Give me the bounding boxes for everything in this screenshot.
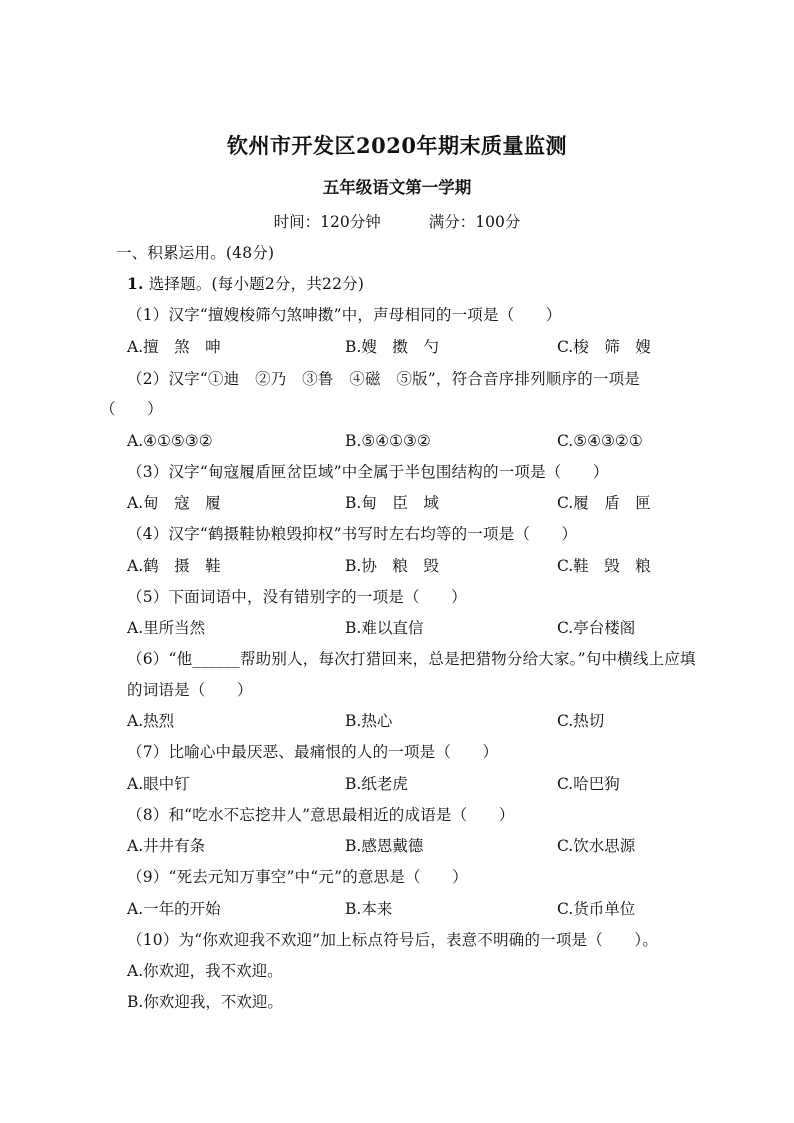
option-a: A.眼中钉 <box>127 775 190 793</box>
section-heading: 一、积累运用。(48分) <box>116 244 275 262</box>
question-stem: （6）“他______帮助别人，每次打猎回来，总是把猎物分给大家。”句中横线上应填 <box>127 650 696 668</box>
option-a: A.鹤 摄 鞋 <box>127 557 221 575</box>
exam-subtitle: 五年级语文第一学期 <box>322 178 472 197</box>
question-stem-continued: （ ） <box>100 400 163 418</box>
question-stem-continued: 的词语是（ ） <box>127 681 253 699</box>
option-b: B.难以直信 <box>345 619 424 637</box>
option-c: C.鞋 毁 粮 <box>557 557 651 575</box>
exam-title: 钦州市开发区2020年期末质量监测 <box>227 133 567 158</box>
question-stem: （9）“死去元知万事空”中“元”的意思是（ ） <box>127 868 468 886</box>
option-a: A.里所当然 <box>127 619 206 637</box>
option-c: C.哈巴狗 <box>557 775 620 793</box>
option-b: B.感恩戴德 <box>345 837 424 855</box>
question-stem: （3）汉字“甸寇履盾匣岔臣域”中全属于半包围结构的一项是（ ） <box>127 463 609 481</box>
option-c: C.梭 筛 嫂 <box>557 338 651 356</box>
option-a: A.井井有条 <box>127 837 206 855</box>
option-a: A.④①⑤③② <box>127 432 213 450</box>
question-stem: （4）汉字“鹤摄鞋协粮毁抑权”书写时左右均等的一项是（ ） <box>127 525 578 543</box>
option-b: B.热心 <box>345 712 393 730</box>
option-b: B.嫂 擞 勺 <box>345 338 439 356</box>
option-a: A.甸 寇 履 <box>127 494 221 512</box>
option-b: B.协 粮 毁 <box>345 557 439 575</box>
option-a: A.一年的开始 <box>127 900 221 918</box>
question-stem: （1）汉字“擅嫂梭筛勺煞呻擞”中，声母相同的一项是（ ） <box>127 306 562 324</box>
option-c: C.⑤④③②① <box>557 432 643 450</box>
option-a: A.擅 煞 呻 <box>127 338 221 356</box>
question-stem: （7）比喻心中最厌恶、最痛恨的人的一项是（ ） <box>127 743 499 761</box>
option-b: B.你欢迎我，不欢迎。 <box>127 993 283 1011</box>
question-stem: （5）下面词语中，没有错别字的一项是（ ） <box>127 588 467 606</box>
option-c: C.货币单位 <box>557 900 636 918</box>
option-b: B.甸 臣 域 <box>345 494 439 512</box>
option-c: C.履 盾 匣 <box>557 494 651 512</box>
option-b: B.纸老虎 <box>345 775 408 793</box>
option-c: C.热切 <box>557 712 605 730</box>
question-stem: （10）为“你欢迎我不欢迎”加上标点符号后，表意不明确的一项是（ ）。 <box>127 931 659 949</box>
option-c: C.亭台楼阁 <box>557 619 636 637</box>
question-stem: （8）和“吃水不忘挖井人”意思最相近的成语是（ ） <box>127 806 515 824</box>
option-c: C.饮水思源 <box>557 837 636 855</box>
exam-time: 时间：120分钟 <box>273 213 381 231</box>
option-b: B.本来 <box>345 900 393 918</box>
option-b: B.⑤④①③② <box>345 432 431 450</box>
question-1-text: 选择题。(每小题2分，共22分) <box>143 275 365 293</box>
option-a: A.热烈 <box>127 712 175 730</box>
question-1-number: 1. <box>127 274 144 293</box>
question-stem: （2）汉字“①迪 ②乃 ③鲁 ④磁 ⑤版”，符合音序排列顺序的一项是 <box>127 370 641 388</box>
question-1-heading <box>127 273 364 295</box>
option-a: A.你欢迎，我不欢迎。 <box>127 962 283 980</box>
exam-meta <box>0 211 794 233</box>
exam-score: 满分：100分 <box>428 213 521 231</box>
